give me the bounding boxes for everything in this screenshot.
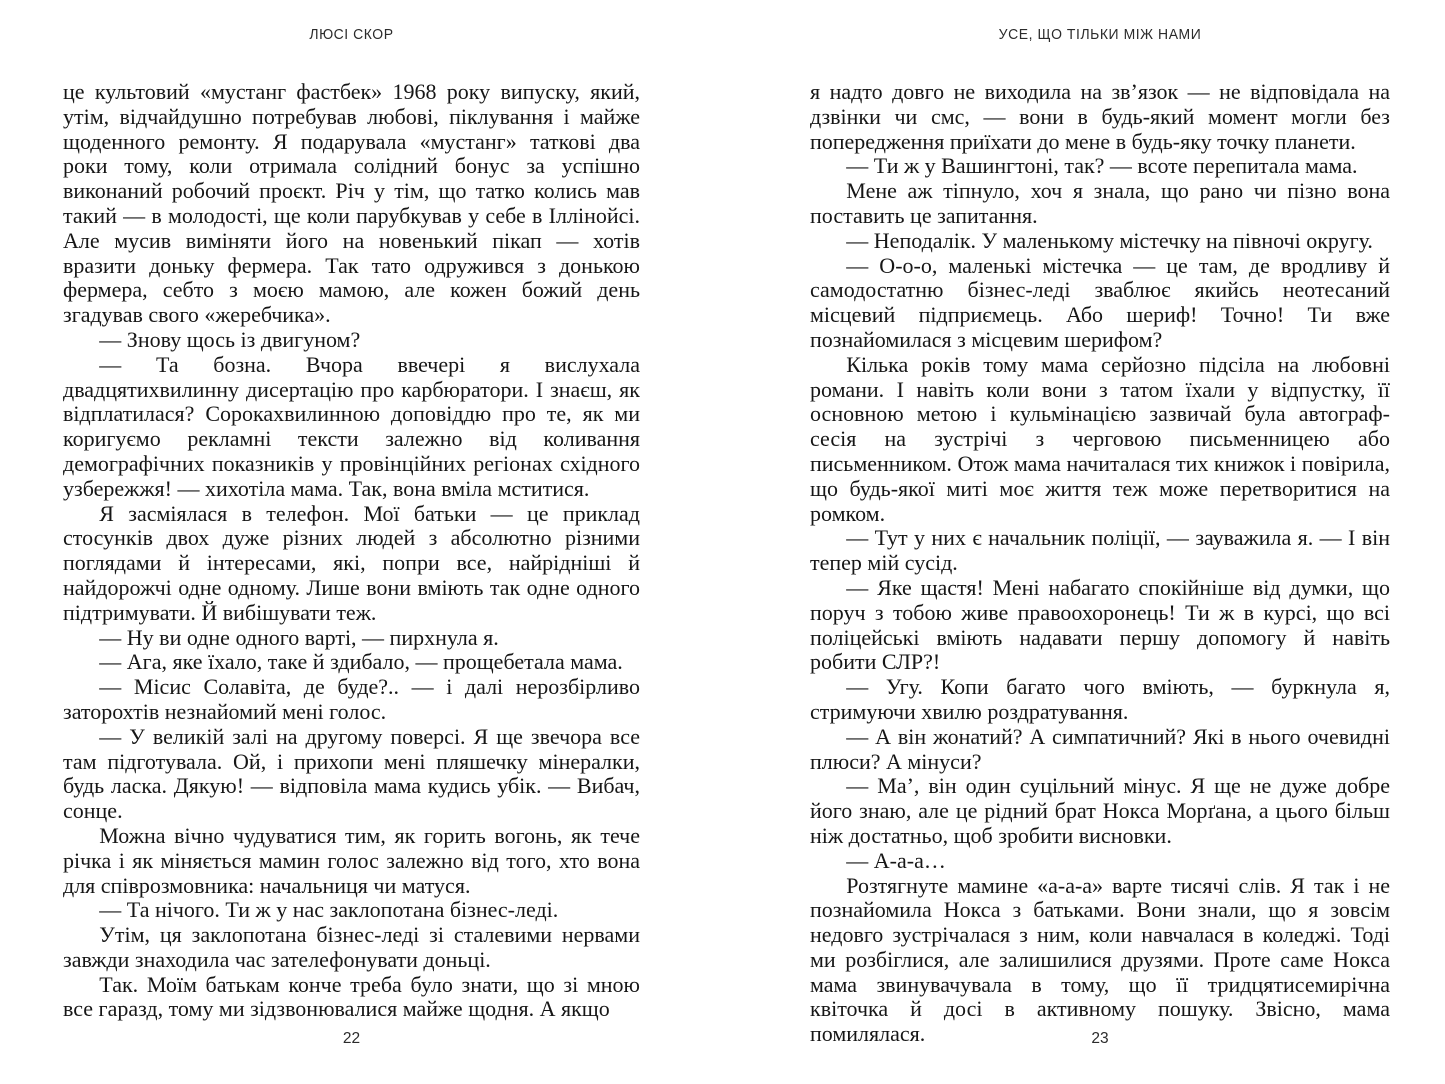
page-right bbox=[810, 0, 1390, 1084]
paragraph: — О-о-о, маленькі містечка — це там, де вродливу й самодостатню бізнес-леді зваблює якийсь неотесаний місцевий підприємець. Або шериф! Точно! Ти вже познайомилася з місцевим шерифом? bbox=[810, 252, 1390, 352]
paragraph: — Місис Солавіта, де буде?.. — і далі нерозбірливо заторохтів незнайомий мені голос. bbox=[63, 674, 640, 724]
paragraph: — Ну ви одне одного варті, — пирхнула я. bbox=[99, 624, 499, 650]
paragraph: — Та нічого. Ти ж у нас заклопотана бізнес-леді. bbox=[99, 897, 559, 923]
paragraph: Я засміялася в телефон. Мої батьки — це приклад стосунків двох дуже різних людей з абсолютно різними поглядами й інтересами, які, попри все, найрідніші й найдорожчі одне одному. Лише вони вміють так одне одного підтримувати. Й вибішувати теж. bbox=[63, 500, 640, 625]
paragraph: — Неподалік. У маленькому містечку на півночі округу. bbox=[846, 227, 1373, 253]
paragraph: Так. Моїм батькам конче треба було знати, що зі мною все гаразд, тому ми зідзвонювалися майже щодня. А якщо bbox=[63, 971, 640, 1022]
paragraph: Можна вічно чудуватися тим, як горить вогонь, як тече річка і як міняється мамин голос залежно від того, хто вона для співрозмовника: начальниця чи матуся. bbox=[63, 822, 640, 898]
page-left bbox=[63, 0, 640, 1084]
paragraph: — Ага, яке їхало, таке й здибало, — прощебетала мама. bbox=[99, 649, 623, 675]
paragraph: — У великій залі на другому поверсі. Я ще звечора все там підготувала. Ой, і прихопи мені пляшечку мінералки, будь ласка. Дякую! — відповіла мама кудись убік. — Вибач, сонце. bbox=[63, 723, 640, 824]
paragraph: Розтягнуте мамине «а-а-а» варте тисячі слів. Я так і не познайомила Нокса з батьками. Вони знали, що я зовсім недовго зустрічалася з ним, коли навчалася в коледжі. Тоді ми розбіглися, але залишилися друзями. Проте саме Нокса мама звинувачувала в тому, що її тридцятисемирічна квіточка й досі в активному пошуку. Звісно, мама помилялася. bbox=[810, 872, 1390, 1047]
running-header-book-title: УСЕ, ЩО ТІЛЬКИ МІЖ НАМИ bbox=[998, 26, 1202, 43]
paragraph: — А він жонатий? А симпатичний? Які в нього очевидні плюси? А мінуси? bbox=[810, 723, 1390, 774]
paragraph: — Ма’, він один суцільний мінус. Я ще не дуже добре його знаю, але це рідний брат Нокса Морґана, а цього більш ніж достатньо, щоб зробити висновки. bbox=[810, 773, 1390, 848]
page-number-right: 23 bbox=[1091, 1030, 1109, 1047]
paragraph: — Знову щось із двигуном? bbox=[99, 326, 361, 352]
paragraph: я надто довго не виходила на зв’язок — не відповідала на дзвінки чи смс, — вони в будь-який момент могли без попередження приїхати до мене в будь-яку точку планети. bbox=[810, 79, 1390, 154]
paragraph: — Ти ж у Вашингтоні, так? — всоте перепитала мама. bbox=[846, 153, 1358, 179]
paragraph: — Та бозна. Вчора ввечері я вислухала двадцятихвилинну дисертацію про карбюратори. І знаєш, як відплатилася? Сорокахвилинною доповіддю про те, як ми коригуємо рекламні тексти залежно від коливання демографічних показників у провінційних регіонах східного узбережжя! — хихотіла мама. Так, вона вміла мститися. bbox=[63, 351, 640, 501]
paragraph: Утім, ця заклопотана бізнес-леді зі сталевими нервами завжди знаходила час зателефонувати доньці. bbox=[63, 922, 640, 972]
running-header-author: ЛЮСІ СКОР bbox=[309, 26, 394, 43]
paragraph: Мене аж тіпнуло, хоч я знала, що рано чи пізно вона поставить це запитання. bbox=[810, 178, 1390, 228]
paragraph: — А-а-а… bbox=[846, 847, 946, 873]
paragraph: Кілька років тому мама серйозно підсіла на любовні романи. І навіть коли вони з татом їхали у відпустку, її основною метою і кульмінацією зазвичай була автограф-сесія на зустрічі з черговою письменницею або письменником. Отож мама начиталася тих книжок і повірила, що будь-якої миті моє життя теж може перетворитися на ромком. bbox=[810, 351, 1390, 526]
paragraph: — Тут у них є начальник поліції, — зауважила я. — І він тепер мій сусід. bbox=[810, 525, 1390, 576]
paragraph: це культовий «мустанг фастбек» 1968 року випуску, який, утім, відчайдушно потребував любові, піклування і майже щоденного ремонту. Я подарувала «мустанг» таткові два роки тому, коли отримала солідний бонус за успішно виконаний робочий проєкт. Річ у тім, що татко колись мав такий — в молодості, ще коли парубкував у себе в Іллінойсі. Але мусив виміняти його на новенький пікап — хотів вразити доньку фермера. Так тато одружився з донькою фермера, себто з моєю мамою, але кожен божий день згадував свого «жеребчика». bbox=[63, 79, 640, 328]
page-right-body-text bbox=[810, 80, 1390, 1047]
page-number-left: 22 bbox=[342, 1030, 361, 1047]
page-left-body-text bbox=[63, 80, 640, 1022]
paragraph: — Угу. Копи багато чого вміють, — буркнула я, стримуючи хвилю роздратування. bbox=[810, 674, 1390, 724]
paragraph: — Яке щастя! Мені набагато спокійніше від думки, що поруч з тобою живе правоохоронець! Ти ж в курсі, що всі поліцейські вміють надавати першу допомогу й навіть робити СЛР?! bbox=[810, 574, 1390, 675]
